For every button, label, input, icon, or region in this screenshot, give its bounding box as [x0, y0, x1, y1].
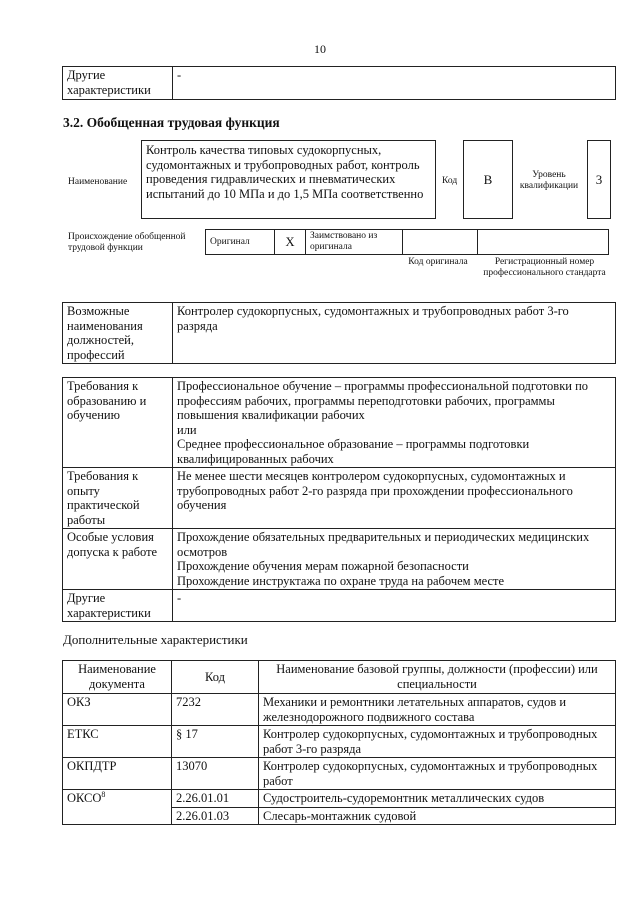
cell-code: 13070: [172, 758, 259, 790]
otf-level-box: [587, 140, 611, 219]
cell-doc: ЕТКС: [63, 726, 172, 758]
table-row: [63, 790, 616, 808]
otf-level-label: Уровень квалификации: [519, 170, 579, 191]
cell-code: 7232: [172, 694, 259, 726]
otf-code-label: Код: [442, 176, 458, 186]
otf-code-value: B: [483, 172, 493, 187]
cell-doc: ОКЗ: [63, 694, 172, 726]
additional-table: [62, 660, 616, 825]
cell-doc: ОКПДТР: [63, 758, 172, 790]
positions-table: [62, 302, 616, 364]
reg-number-caption: Регистрационный номер профессионального стандарта: [483, 257, 606, 278]
cell-name: Механики и ремонтники летательных аппаратов, судов и железнодорожного подвижного состава: [259, 694, 616, 726]
doc-name: ОКСО: [67, 791, 102, 805]
original-mark: X: [275, 230, 306, 255]
code-original-caption: Код оригинала: [408, 257, 468, 267]
requirement-line: Не менее шести месяцев контролером судокорпусных, судомонтажных и трубопроводных работ 2-го разряда при прохождении профессионального обучения: [177, 469, 573, 512]
requirement-line: или: [177, 422, 197, 437]
other-characteristics-top-table: [62, 66, 616, 100]
row-value: -: [173, 67, 616, 100]
requirements-table: [62, 377, 616, 622]
table-row: [63, 378, 616, 468]
page-number: 10: [314, 42, 326, 56]
origin-table: [205, 229, 609, 255]
requirement-value: [173, 378, 616, 468]
header-name: Наименование базовой группы, должности (профессии) или специальности: [259, 661, 616, 694]
cell-code: § 17: [172, 726, 259, 758]
cell-name: Слесарь-монтажник судовой: [259, 807, 616, 825]
otf-name-label: Наименование: [68, 177, 128, 187]
otf-level-value: 3: [595, 172, 603, 187]
row-label: Другие характеристики: [63, 67, 173, 100]
requirement-label: Требования к образованию и обучению: [63, 378, 173, 468]
positions-value: Контролер судокорпусных, судомонтажных и трубопроводных работ 3-го разряда: [173, 303, 616, 364]
original-label: Оригинал: [206, 230, 275, 255]
table-row: [63, 694, 616, 726]
requirement-line: -: [177, 591, 182, 605]
cell-name: Судостроитель-судоремонтник металлических судов: [259, 790, 616, 808]
footnote-mark: 8: [101, 789, 106, 799]
requirement-line: Прохождение инструктажа по охране труда на рабочем месте: [177, 573, 505, 588]
otf-code-box: [463, 140, 513, 219]
additional-title: Дополнительные характеристики: [63, 632, 248, 647]
table-row: [63, 726, 616, 758]
requirement-value: [173, 529, 616, 590]
section-title: 3.2. Обобщенная трудовая функция: [63, 115, 280, 130]
otf-name-value: Контроль качества типовых судокорпусных, судомонтажных и трубопроводных работ, контроль проведения гидравлических и пневматических испытаний до 10 МПа и до 1,5 МПа соответственно: [146, 143, 424, 201]
requirement-label: Требования к опыту практической работы: [63, 468, 173, 529]
header-doc: Наименование документа: [63, 661, 172, 694]
positions-label: Возможные наименования должностей, профессий: [63, 303, 173, 364]
cell-doc: [63, 790, 172, 825]
cell-name: Контролер судокорпусных, судомонтажных и трубопроводных работ: [259, 758, 616, 790]
cell-code: 2.26.01.01: [172, 790, 259, 808]
borrowed-label: Заимствовано из оригинала: [306, 230, 403, 255]
requirement-line: Прохождение обучения мерам пожарной безопасности: [177, 559, 469, 573]
table-row: [63, 590, 616, 622]
table-row: [63, 529, 616, 590]
requirement-value: [173, 468, 616, 529]
requirement-label: Другие характеристики: [63, 590, 173, 622]
reg-number-cell: [478, 230, 609, 255]
header-code: Код: [172, 661, 259, 694]
table-row: [63, 468, 616, 529]
cell-code: 2.26.01.03: [172, 807, 259, 825]
table-header-row: [63, 661, 616, 694]
table-row: [63, 758, 616, 790]
cell-name: Контролер судокорпусных, судомонтажных и трубопроводных работ 3-го разряда: [259, 726, 616, 758]
requirement-value: [173, 590, 616, 622]
code-original-cell: [403, 230, 478, 255]
requirement-line: Среднее профессиональное образование – программы подготовки квалифицированных рабочих: [177, 437, 530, 466]
requirement-line: Профессиональное обучение – программы профессиональной подготовки по профессиям рабочих, программы переподготовки рабочих, программы повышения квалификации рабочих: [177, 379, 589, 422]
otf-name-box: [141, 140, 436, 219]
requirement-label: Особые условия допуска к работе: [63, 529, 173, 590]
origin-label: Происхождение обобщенной трудовой функции: [68, 232, 186, 253]
requirement-line: Прохождение обязательных предварительных и периодических медицинских осмотров: [177, 530, 590, 559]
